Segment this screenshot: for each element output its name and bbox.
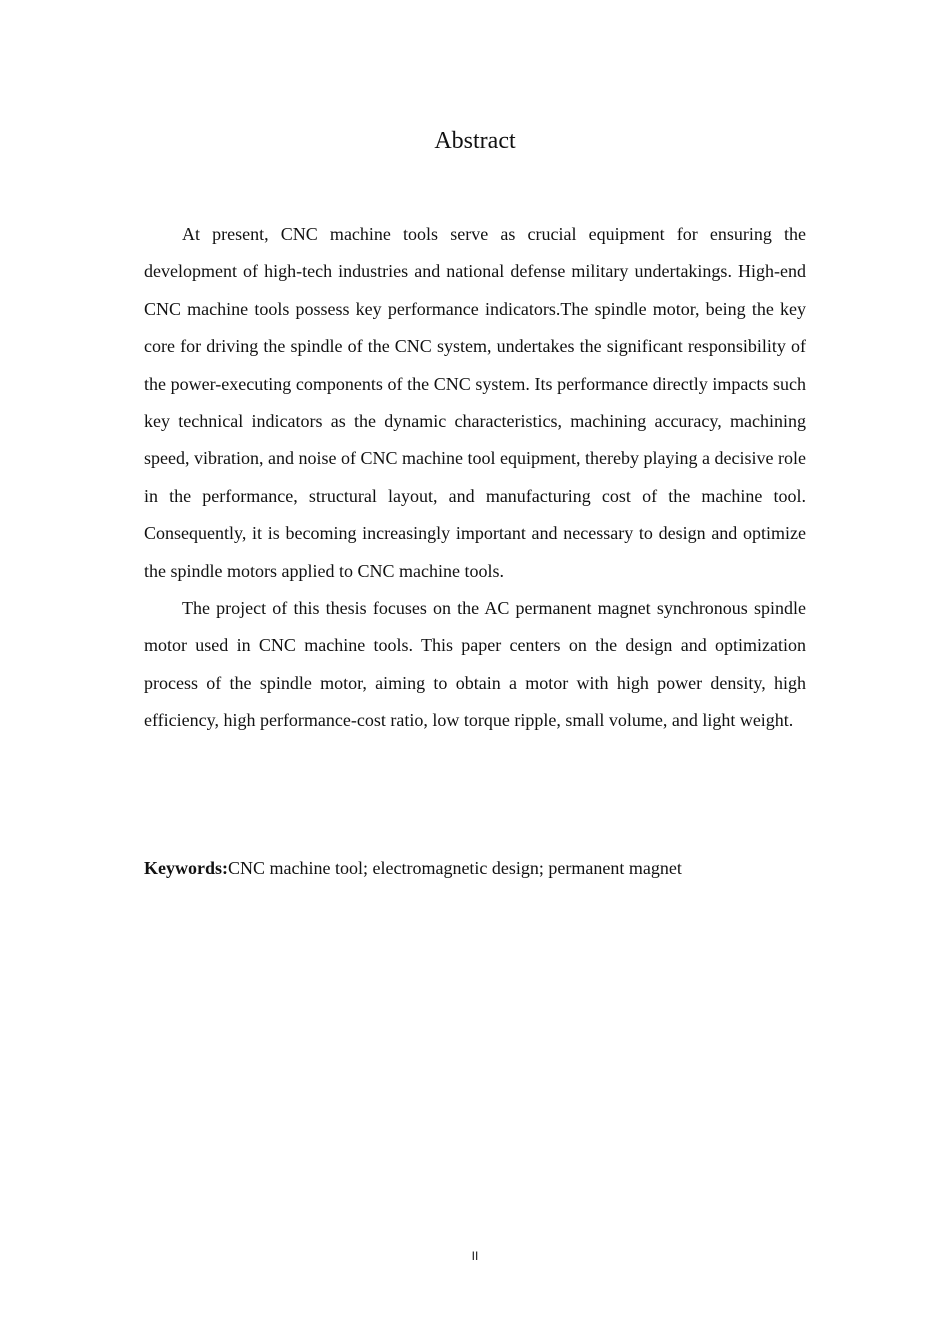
keywords-line (144, 853, 806, 883)
abstract-paragraph-2: The project of this thesis focuses on the AC permanent magnet synchronous spindle motor used in CNC machine tools. This paper centers on the design and optimization process of the spindle motor, aiming to obtain a motor with high power density, high efficiency, high performance-cost ratio, low torque ripple, small volume, and light weight. (144, 598, 806, 731)
abstract-paragraph-1: At present, CNC machine tools serve as crucial equipment for ensuring the development of high-tech industries and national defense military undertakings. High-end CNC machine tools possess key performance indicators.The spindle motor, being the key core for driving the spindle of the CNC system, undertakes the significant responsibility of the power-executing components of the CNC system. Its performance directly impacts such key technical indicators as the dynamic characteristics, machining accuracy, machining speed, vibration, and noise of CNC machine tool equipment, thereby playing a decisive role in the performance, structural layout, and manufacturing cost of the machine tool. Consequently, it is becoming increasingly important and necessary to design and optimize the spindle motors applied to CNC machine tools. (144, 224, 806, 581)
page-number: II (471, 1249, 479, 1263)
abstract-title: Abstract (434, 128, 516, 154)
keywords-text: CNC machine tool; electromagnetic design; permanent magnet (228, 858, 682, 878)
keywords-label: Keywords: (144, 858, 228, 878)
abstract-body (144, 216, 806, 740)
